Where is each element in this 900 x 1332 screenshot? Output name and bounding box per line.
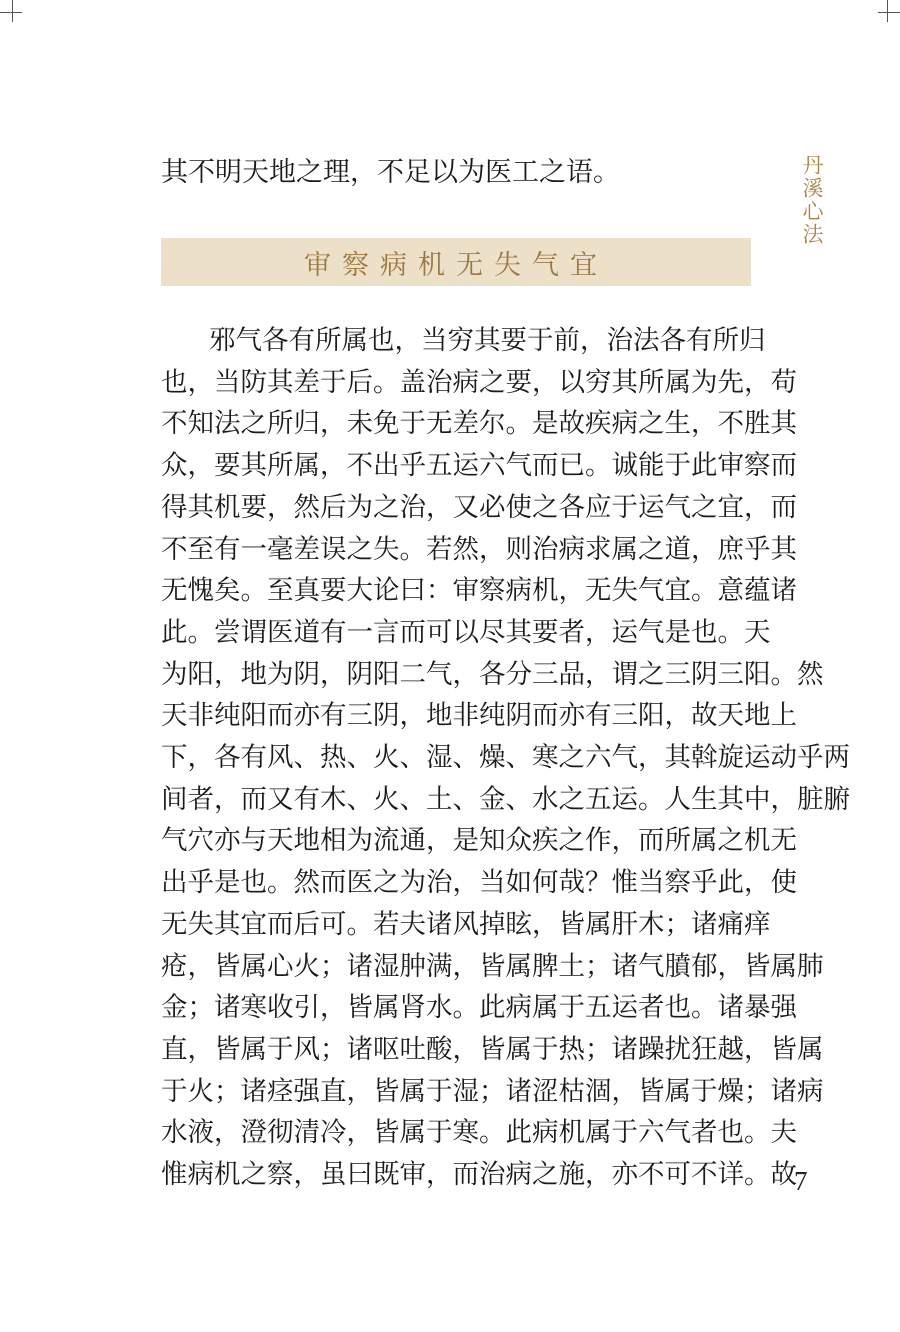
body-line: 邪气各有所属也，当穷其要于前，治法各有所归 [209, 325, 766, 356]
body-line: 金；诸寒收引，皆属肾水。此病属于五运者也。诸暴强 [161, 992, 797, 1024]
body-line: 不知法之所归，未免于无差尔。是故疾病之生，不胜其 [161, 408, 797, 440]
body-line: 下，各有风、热、火、湿、燥、寒之六气，其斡旋运动乎两 [161, 742, 850, 774]
body-line: 直，皆属于风；诸呕吐酸，皆属于热；诸躁扰狂越，皆属 [161, 1033, 824, 1065]
body-line: 众，要其所属，不出乎五运六气而已。诚能于此审察而 [161, 450, 797, 482]
continued-paragraph-line: 其不明天地之理，不足以为医工之语。 [161, 157, 620, 188]
body-line: 天非纯阳而亦有三阴，地非纯阴而亦有三阳，故天地上 [161, 700, 797, 732]
body-line: 间者，而又有木、火、土、金、水之五运。人生其中，脏腑 [161, 783, 850, 815]
crop-mark-top-right-vertical [887, 0, 888, 22]
section-title: 审察病机无失气宜 [304, 249, 608, 281]
body-line: 无愧矣。至真要大论曰：审察病机，无失气宜。意蕴诸 [161, 575, 797, 607]
body-line: 不至有一毫差误之失。若然，则治病求属之道，庶乎其 [161, 533, 797, 565]
body-line: 为阳，地为阴，阴阳二气，各分三品，谓之三阴三阳。然 [161, 658, 824, 690]
crop-mark-top-right-horizontal [878, 12, 900, 13]
body-line: 惟病机之察，虽曰既审，而治病之施，亦不可不详。故 [161, 1159, 797, 1191]
body-paragraph [161, 320, 850, 1196]
body-line: 气穴亦与天地相为流通，是知众疾之作，而所属之机无 [161, 825, 797, 857]
body-line: 此。尝谓医道有一言而可以尽其要者，运气是也。天 [161, 616, 771, 648]
body-line: 疮，皆属心火；诸湿肿满，皆属脾土；诸气膹郁，皆属肺 [161, 950, 824, 982]
body-line: 无失其宜而后可。若夫诸风掉眩，皆属肝木；诸痛痒 [161, 908, 771, 940]
running-title: 丹溪心法 [800, 154, 824, 246]
body-line: 也，当防其差于后。盖治病之要，以穷其所属为先，苟 [161, 366, 797, 398]
crop-mark-top-left-horizontal [0, 12, 22, 13]
body-line: 出乎是也。然而医之为治，当如何哉？惟当察乎此，使 [161, 867, 797, 899]
crop-mark-top-left-vertical [12, 0, 13, 22]
body-line: 得其机要，然后为之治，又必使之各应于运气之宜，而 [161, 491, 797, 523]
body-line: 水液，澄彻清冷，皆属于寒。此病机属于六气者也。夫 [161, 1117, 797, 1149]
section-heading-banner [161, 238, 751, 286]
page-number: 7 [794, 1166, 808, 1196]
body-line: 于火；诸痉强直，皆属于湿；诸涩枯涸，皆属于燥；诸病 [161, 1075, 824, 1107]
